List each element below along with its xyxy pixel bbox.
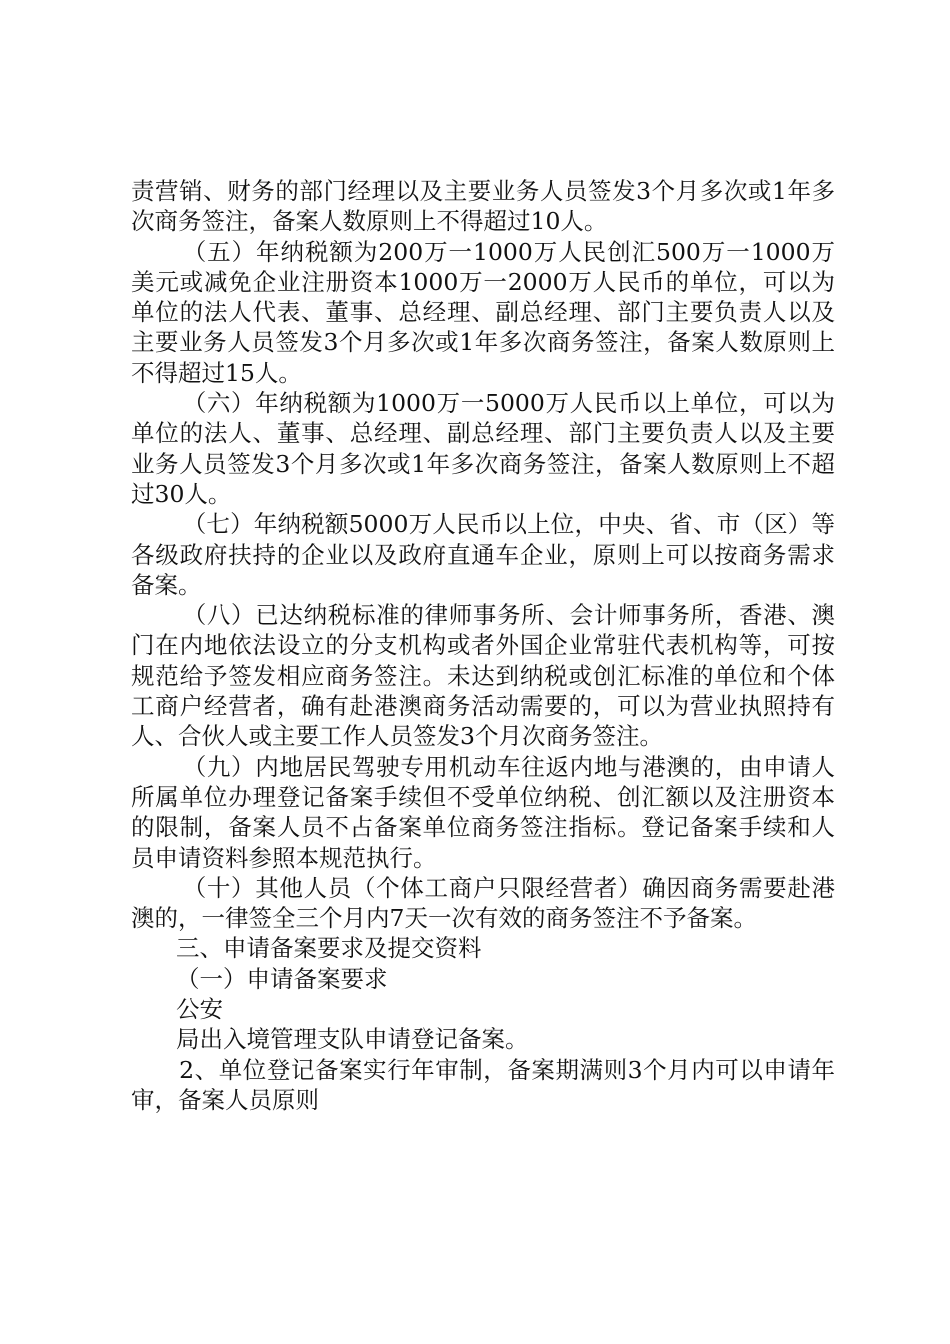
paragraph-fragment-police: 公安 bbox=[176, 995, 223, 1024]
document-body bbox=[131, 176, 835, 1115]
paragraph-item-10: （十）其他人员（个体工商户只限经营者）确因商务需要赴港澳的，一律签全三个月内7天一次有效的商务签注不予备案。 bbox=[131, 873, 835, 933]
paragraph-item-7: （七）年纳税额5000万人民币以上位，中央、省、市（区）等各级政府扶持的企业以及政府直通车企业，原则上可以按商务需求备案。 bbox=[131, 510, 835, 599]
paragraph-item-6: （六）年纳税额为1000万一5000万人民币以上单位，可以为单位的法人、董事、总经理、副总经理、部门主要负责人以及主要业务人员签发3个月多次或1年多次商务签注，备案人数原则上不超过30人。 bbox=[131, 389, 835, 508]
paragraph-item-8: （八）已达纳税标准的律师事务所、会计师事务所，香港、澳门在内地依法设立的分支机构或者外国企业常驻代表机构等，可按规范给予签发相应商务签注。未达到纳税或创汇标准的单位和个体工商户经营者，确有赴港澳商务活动需要的，可以为营业执照持有人、合伙人或主要工作人员签发3个月次商务签注。 bbox=[131, 601, 835, 751]
paragraph-item-9: （九）内地居民驾驶专用机动车往返内地与港澳的，由申请人所属单位办理登记备案手续但不受单位纳税、创汇额以及注册资本的限制，备案人员不占备案单位商务签注指标。登记备案手续和人员申请资料参照本规范执行。 bbox=[131, 752, 835, 872]
paragraph-item-2-annual-review: 2、单位登记备案实行年审制，备案期满则3个月内可以申请年审，备案人员原则 bbox=[131, 1055, 835, 1114]
section-heading-3: 三、申请备案要求及提交资料 bbox=[176, 934, 482, 963]
subsection-heading-1: （一）申请备案要求 bbox=[176, 964, 388, 993]
paragraph-item-5: （五）年纳税额为200万一1000万人民创汇500万一1000万美元或减免企业注册资本1000万一2000万人民币的单位，可以为单位的法人代表、董事、总经理、副总经理、部门主要负责人以及主要业务人员签发3个月多次或1年多次商务签注，备案人数原则上不得超过15人。 bbox=[131, 237, 835, 387]
paragraph-fragment-registration: 局出入境管理支队申请登记备案。 bbox=[176, 1025, 529, 1054]
paragraph-continuation: 责营销、财务的部门经理以及主要业务人员签发3个月多次或1年多次商务签注，备案人数原则上不得超过10人。 bbox=[131, 177, 835, 236]
